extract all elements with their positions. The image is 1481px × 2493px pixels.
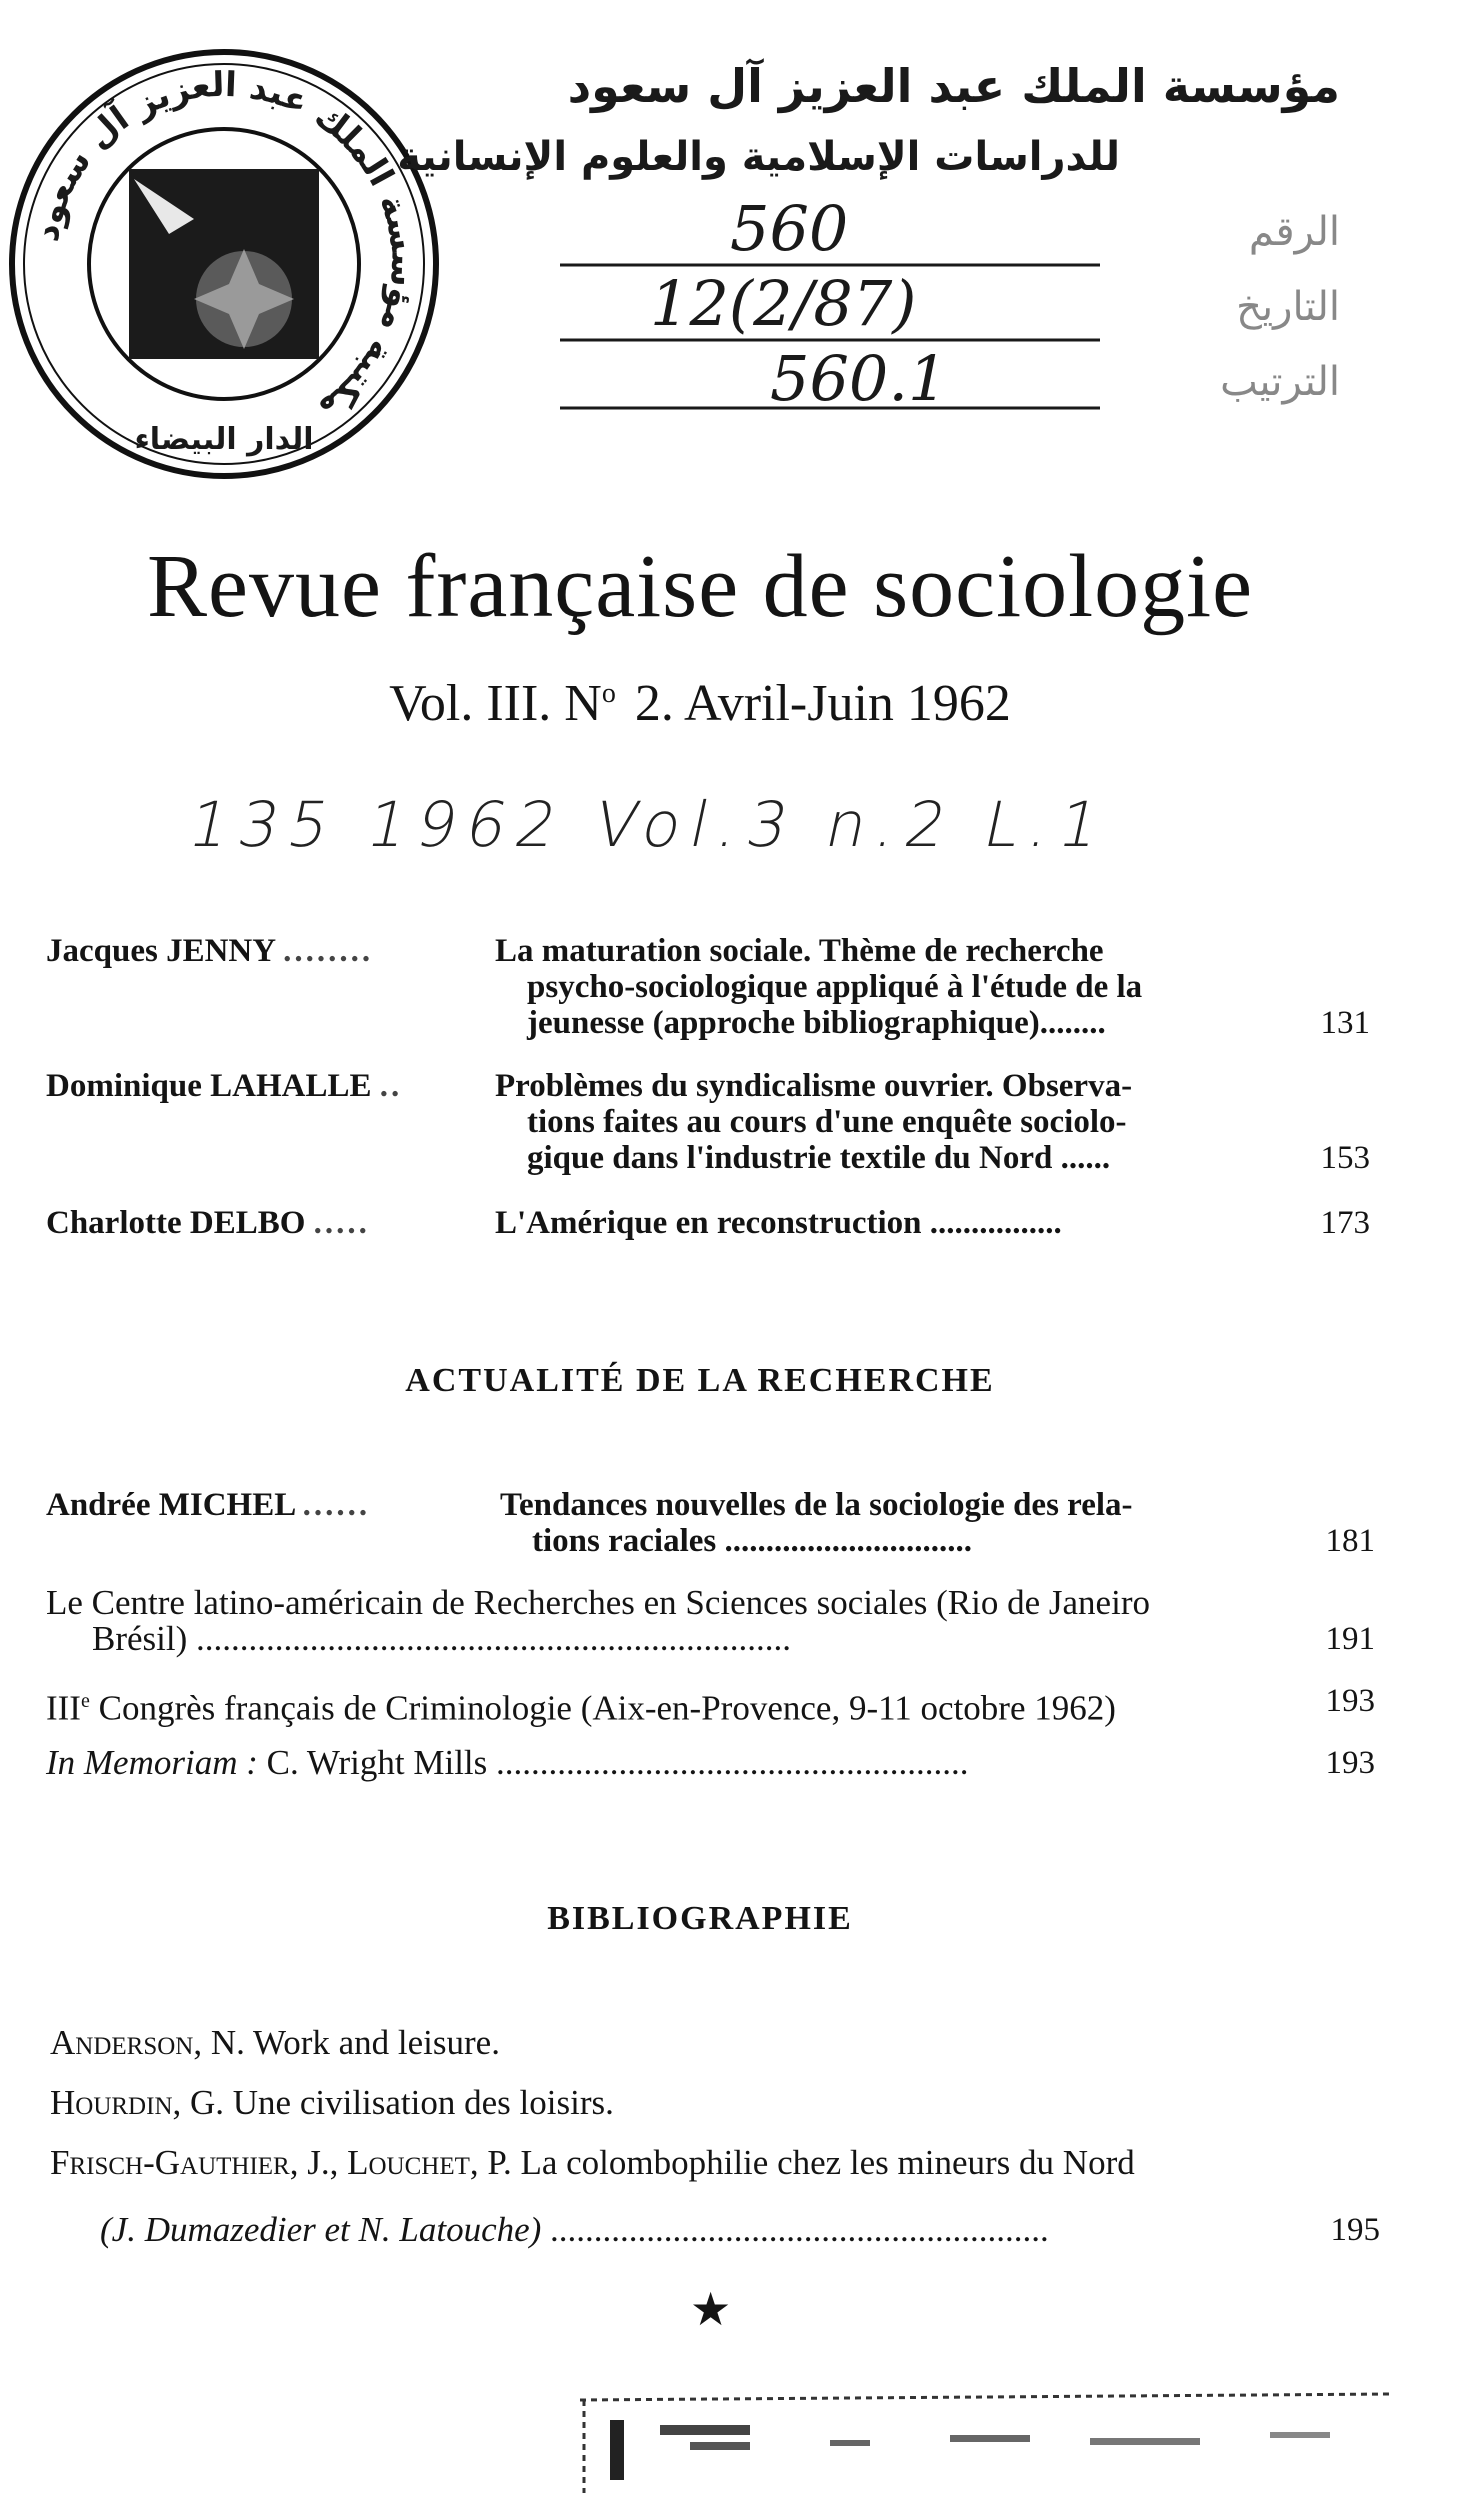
article-author: [46, 1068, 402, 1104]
toc-entry-text: C. Wright Mills ......................................................: [257, 1743, 969, 1782]
toc-entry-italic: In Memoriam :: [46, 1743, 258, 1782]
article-leader: ........: [283, 933, 374, 969]
handwritten-number-1: 560: [730, 192, 849, 265]
article-author-name: Jacques JENNY: [46, 933, 275, 969]
page-number: 153: [1320, 1140, 1370, 1176]
article-leader: .....: [313, 1205, 370, 1241]
article-title-line: tions raciales ..............................: [532, 1523, 972, 1559]
bib-reviewers: (J. Dumazedier et N. Latouche): [100, 2210, 542, 2249]
toc-entry-line: Brésil) ....................................................................: [92, 1619, 792, 1658]
journal-title: Revue française de sociologie: [146, 537, 1254, 636]
bibliography-entry: [50, 2145, 1135, 2181]
ordinal-sup: e: [80, 1690, 90, 1712]
article-author: [46, 1487, 370, 1523]
section-heading-research: ACTUALITÉ DE LA RECHERCHE: [405, 1362, 995, 1399]
article-title: [500, 1487, 1310, 1559]
stamp-header-line1: مؤسسة الملك عبد العزيز آل سعود: [567, 59, 1340, 113]
article-title-line: jeunesse (approche bibliographique)........: [527, 1005, 1106, 1041]
page-number: 131: [1320, 1005, 1370, 1041]
article-title-line: gique dans l'industrie textile du Nord ......: [527, 1140, 1111, 1176]
bibliography-entry: [50, 2025, 500, 2061]
bib-author: Louchet: [347, 2143, 470, 2182]
article-leader: ......: [302, 1487, 371, 1523]
page-number: 181: [1325, 1523, 1375, 1559]
article-title-line: Tendances nouvelles de la sociologie des rela-: [500, 1487, 1133, 1523]
bibliography-entry-reviewers: [100, 2212, 1310, 2248]
bibliography-entry: [50, 2085, 614, 2121]
page-number: 191: [1325, 1621, 1375, 1657]
bib-author: Anderson: [50, 2023, 194, 2062]
section-heading-bibliography: BIBLIOGRAPHIE: [547, 1900, 853, 1937]
library-registration-stamp: [397, 50, 1340, 430]
page-number: 195: [1330, 2212, 1380, 2248]
article-title-line: Problèmes du syndicalisme ouvrier. Observa-: [495, 1068, 1133, 1104]
seal-ring-text: مكتبة مؤسسة الملك عبد العزيز آل سعود: [26, 64, 424, 430]
handwritten-number-2: 12(2/87): [650, 267, 917, 340]
article-title-line: L'Amérique en reconstruction ................: [495, 1205, 1062, 1241]
article-author-name: Andrée MICHEL: [46, 1487, 295, 1523]
page-number: 193: [1325, 1683, 1375, 1719]
stamp-label-3: الترتيب: [1220, 359, 1340, 405]
article-title: [495, 933, 1305, 1041]
roman-numeral: III: [46, 1688, 81, 1728]
article-leader: ..: [379, 1068, 403, 1104]
article-title-line: tions faites au cours d'une enquête sociolo-: [527, 1104, 1127, 1140]
bib-text: , J.,: [289, 2143, 348, 2182]
toc-entry-line: Le Centre latino-américain de Recherches en Sciences sociales (Rio de Janeiro: [46, 1583, 1150, 1622]
volume-sup: o: [601, 678, 616, 709]
bib-text: , P. La colombophilie chez les mineurs du Nord: [469, 2143, 1135, 2182]
handwritten-number-3: 560.1: [770, 342, 948, 415]
seal-bottom-text: الدار البيضاء: [134, 422, 314, 457]
article-author-name: Charlotte DELBO: [46, 1205, 306, 1241]
article-author: [46, 1205, 370, 1241]
article-author-name: Dominique LAHALLE: [46, 1068, 372, 1104]
article-author: [46, 933, 373, 969]
library-seal-stamp: [4, 44, 444, 484]
toc-entry-memoriam: [46, 1745, 1306, 1781]
handwritten-call-number: 135 1962 Vol.3 n.2 L.1: [182, 788, 1117, 861]
bib-text: , G. Une civilisation des loisirs.: [172, 2083, 614, 2122]
bottom-stamp-fragment: [570, 2380, 1400, 2493]
article-title: [495, 1068, 1305, 1176]
article-title-line: La maturation sociale. Thème de recherche: [495, 933, 1104, 969]
toc-entry-centre: [46, 1585, 1306, 1657]
stamp-label-1: الرقم: [1248, 209, 1340, 255]
volume-prefix: Vol. III. N: [389, 675, 602, 732]
bib-author: Frisch-Gauthier: [50, 2143, 290, 2182]
bib-leader: .........................................................: [541, 2210, 1049, 2249]
bib-text: , N. Work and leisure.: [193, 2023, 500, 2062]
article-title: [495, 1205, 1305, 1241]
stamp-header-line2: للدراسات الإسلامية والعلوم الإنسانية: [397, 134, 1120, 180]
bib-author: Hourdin: [50, 2083, 173, 2122]
page-number: 173: [1320, 1205, 1370, 1241]
stamp-label-2: التاريخ: [1236, 284, 1340, 330]
toc-entry-congres: [46, 1683, 1306, 1727]
journal-volume: [0, 674, 1400, 733]
page-number: 193: [1325, 1745, 1375, 1781]
star-ornament: ★: [690, 2284, 732, 2335]
article-title-line: psycho-sociologique appliqué à l'étude de la: [527, 969, 1143, 1005]
volume-rest: 2. Avril-Juin 1962: [621, 675, 1011, 732]
toc-entry-text: Congrès français de Criminologie (Aix-en-Provence, 9-11 octobre 1962): [89, 1688, 1116, 1728]
